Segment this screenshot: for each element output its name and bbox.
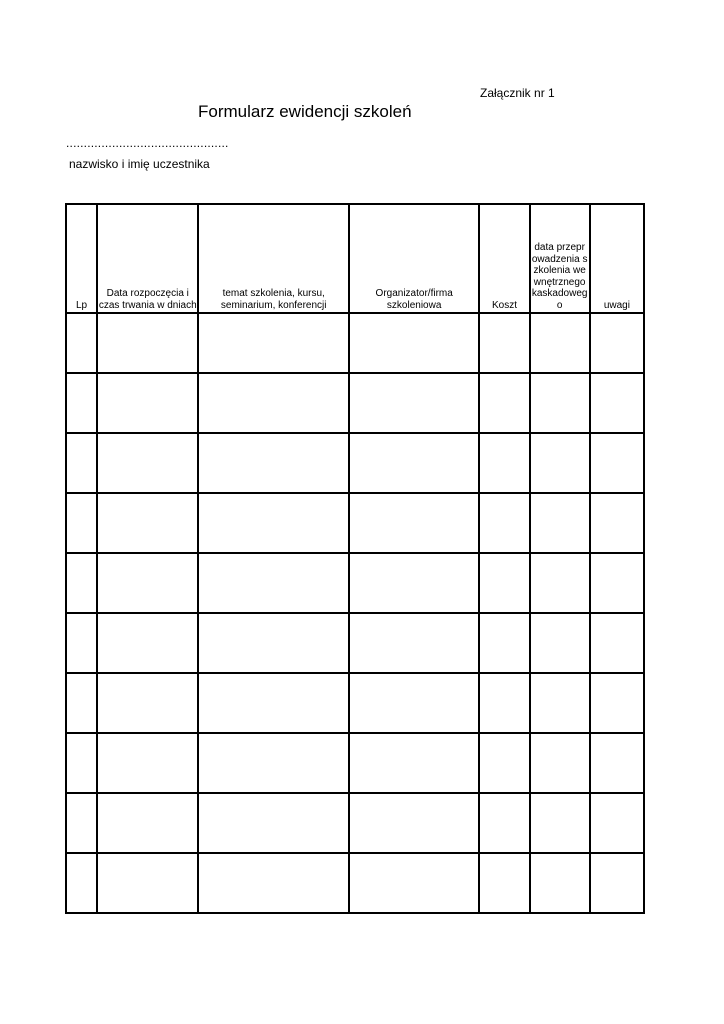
cell-cascade[interactable]: [530, 673, 590, 733]
cell-topic[interactable]: [198, 433, 349, 493]
cell-notes[interactable]: [590, 373, 644, 433]
cell-organizer[interactable]: [349, 313, 479, 373]
table-row: [66, 673, 644, 733]
cell-lp[interactable]: [66, 733, 97, 793]
table-row: [66, 553, 644, 613]
cell-cascade[interactable]: [530, 433, 590, 493]
cell-lp[interactable]: [66, 493, 97, 553]
column-header-label: Organizator/firma szkoleniowa: [375, 288, 453, 311]
cell-cascade[interactable]: [530, 553, 590, 613]
cell-topic[interactable]: [198, 493, 349, 553]
column-header-lp: [66, 204, 97, 313]
column-header-cost: [479, 204, 529, 313]
cell-organizer[interactable]: [349, 613, 479, 673]
table-row: [66, 733, 644, 793]
cell-topic[interactable]: [198, 313, 349, 373]
cell-notes[interactable]: [590, 553, 644, 613]
cell-notes[interactable]: [590, 313, 644, 373]
table-row: [66, 373, 644, 433]
table-row: [66, 493, 644, 553]
table-header-row: [66, 204, 644, 313]
cell-organizer[interactable]: [349, 493, 479, 553]
cell-lp[interactable]: [66, 433, 97, 493]
cell-notes[interactable]: [590, 733, 644, 793]
cell-organizer[interactable]: [349, 433, 479, 493]
cell-notes[interactable]: [590, 673, 644, 733]
cell-notes[interactable]: [590, 433, 644, 493]
column-header-cascade-date: [530, 204, 590, 313]
participant-name-line: ..............................................: [66, 136, 229, 150]
column-header-label: Koszt: [491, 299, 517, 311]
cell-notes[interactable]: [590, 853, 644, 913]
table-row: [66, 793, 644, 853]
cell-organizer[interactable]: [349, 733, 479, 793]
cell-notes[interactable]: [590, 793, 644, 853]
cell-lp[interactable]: [66, 793, 97, 853]
cell-cascade[interactable]: [530, 733, 590, 793]
cell-topic[interactable]: [198, 553, 349, 613]
table-row: [66, 853, 644, 913]
column-header-notes: [590, 204, 644, 313]
cell-organizer[interactable]: [349, 673, 479, 733]
cell-lp[interactable]: [66, 313, 97, 373]
table-row: [66, 433, 644, 493]
cell-lp[interactable]: [66, 373, 97, 433]
cell-cost[interactable]: [479, 673, 529, 733]
column-header-organizer: [349, 204, 479, 313]
cell-cascade[interactable]: [530, 373, 590, 433]
training-record-table: [65, 203, 645, 914]
column-header-label: uwagi: [603, 299, 630, 311]
cell-cost[interactable]: [479, 373, 529, 433]
cell-cost[interactable]: [479, 733, 529, 793]
column-header-label: data przeprowadzenia szkolenia wewnętrznego kaskadowego: [531, 242, 588, 311]
cell-cost[interactable]: [479, 853, 529, 913]
participant-name-label: nazwisko i imię uczestnika: [69, 157, 210, 171]
cell-notes[interactable]: [590, 613, 644, 673]
cell-lp[interactable]: [66, 673, 97, 733]
cell-topic[interactable]: [198, 673, 349, 733]
cell-cascade[interactable]: [530, 313, 590, 373]
cell-topic[interactable]: [198, 613, 349, 673]
cell-topic[interactable]: [198, 373, 349, 433]
cell-date[interactable]: [97, 793, 198, 853]
cell-date[interactable]: [97, 493, 198, 553]
cell-date[interactable]: [97, 613, 198, 673]
cell-lp[interactable]: [66, 613, 97, 673]
cell-date[interactable]: [97, 673, 198, 733]
cell-cascade[interactable]: [530, 853, 590, 913]
attachment-label: Załącznik nr 1: [480, 86, 555, 100]
cell-organizer[interactable]: [349, 373, 479, 433]
column-header-label: Data rozpoczęcia i czas trwania w dniach: [98, 288, 197, 311]
cell-cascade[interactable]: [530, 613, 590, 673]
column-header-date: [97, 204, 198, 313]
cell-organizer[interactable]: [349, 853, 479, 913]
cell-date[interactable]: [97, 733, 198, 793]
cell-cost[interactable]: [479, 493, 529, 553]
cell-cascade[interactable]: [530, 793, 590, 853]
cell-topic[interactable]: [198, 733, 349, 793]
cell-date[interactable]: [97, 553, 198, 613]
cell-lp[interactable]: [66, 853, 97, 913]
column-header-label: Lp: [75, 299, 88, 311]
cell-lp[interactable]: [66, 553, 97, 613]
table-row: [66, 313, 644, 373]
cell-organizer[interactable]: [349, 793, 479, 853]
cell-cascade[interactable]: [530, 493, 590, 553]
table-body: [66, 313, 644, 913]
cell-cost[interactable]: [479, 433, 529, 493]
column-header-topic: [198, 204, 349, 313]
cell-organizer[interactable]: [349, 553, 479, 613]
cell-date[interactable]: [97, 313, 198, 373]
cell-topic[interactable]: [198, 853, 349, 913]
cell-cost[interactable]: [479, 313, 529, 373]
cell-date[interactable]: [97, 373, 198, 433]
cell-date[interactable]: [97, 433, 198, 493]
cell-cost[interactable]: [479, 793, 529, 853]
cell-notes[interactable]: [590, 493, 644, 553]
cell-date[interactable]: [97, 853, 198, 913]
form-title: Formularz ewidencji szkoleń: [198, 102, 412, 121]
table-row: [66, 613, 644, 673]
cell-cost[interactable]: [479, 613, 529, 673]
cell-cost[interactable]: [479, 553, 529, 613]
column-header-label: temat szkolenia, kursu, seminarium, konferencji: [220, 288, 327, 311]
cell-topic[interactable]: [198, 793, 349, 853]
